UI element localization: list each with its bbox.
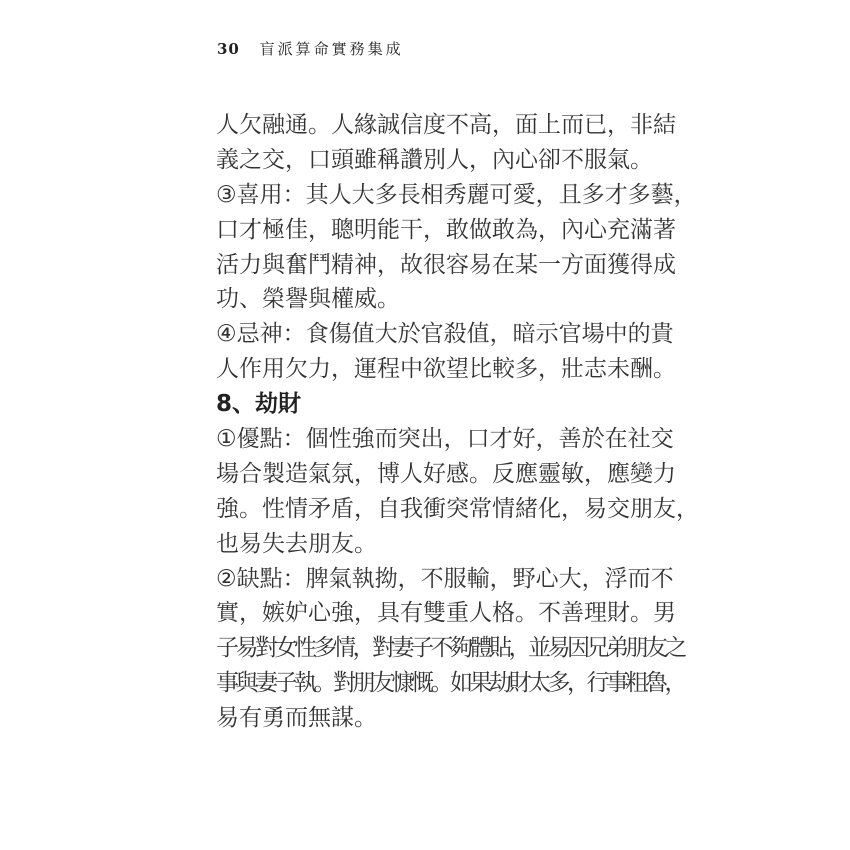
section-heading: 8、劫財 (216, 391, 302, 418)
text-line: 強。性情矛盾，自我衝突常情緒化，易交朋友， (216, 495, 699, 522)
text-line: ④忌神：食傷值大於官殺值，暗示官場中的貴 (216, 321, 674, 348)
book-title: 盲派算命實務集成 (259, 40, 404, 58)
text-line: 易有勇而無謀。 (216, 705, 377, 732)
running-header (217, 38, 404, 59)
text-line: 活力與奮鬥精神，故很容易在某一方面獲得成 (216, 251, 676, 278)
text-line: ②缺點：脾氣執拗，不服輸，野心大，浮而不 (216, 565, 674, 592)
text-line: 實，嫉妒心強，具有雙重人格。不善理財。男 (216, 600, 676, 627)
text-line: 子易對女性多情，對妻子不夠體貼，並易因兄弟朋友之 (216, 635, 684, 662)
text-line: ③喜用：其人大多長相秀麗可愛，且多才多藝， (216, 181, 697, 208)
page-number: 30 (217, 40, 240, 58)
text-line: 口才極佳，聰明能干，敢做敢為，內心充滿著 (216, 216, 676, 243)
text-line: ①優點：個性強而突出，口才好，善於在社交 (216, 426, 674, 453)
text-line: 事與妻子執。對朋友慷慨。如果劫財太多，行事粗魯， (216, 670, 684, 697)
text-line: 也易失去朋友。 (216, 530, 377, 557)
body-text (216, 108, 699, 736)
text-line: 場合製造氣氛，博人好感。反應靈敏，應變力 (216, 460, 676, 487)
text-line: 人作用欠力，運程中欲望比較多，壯志未酬。 (216, 356, 676, 383)
text-line: 功、榮譽與權威。 (216, 286, 400, 313)
text-line: 義之交，口頭雖稱讚別人，內心卻不服氣。 (216, 146, 653, 173)
text-line: 人欠融通。人緣誠信度不高，面上而已，非結 (216, 112, 676, 138)
